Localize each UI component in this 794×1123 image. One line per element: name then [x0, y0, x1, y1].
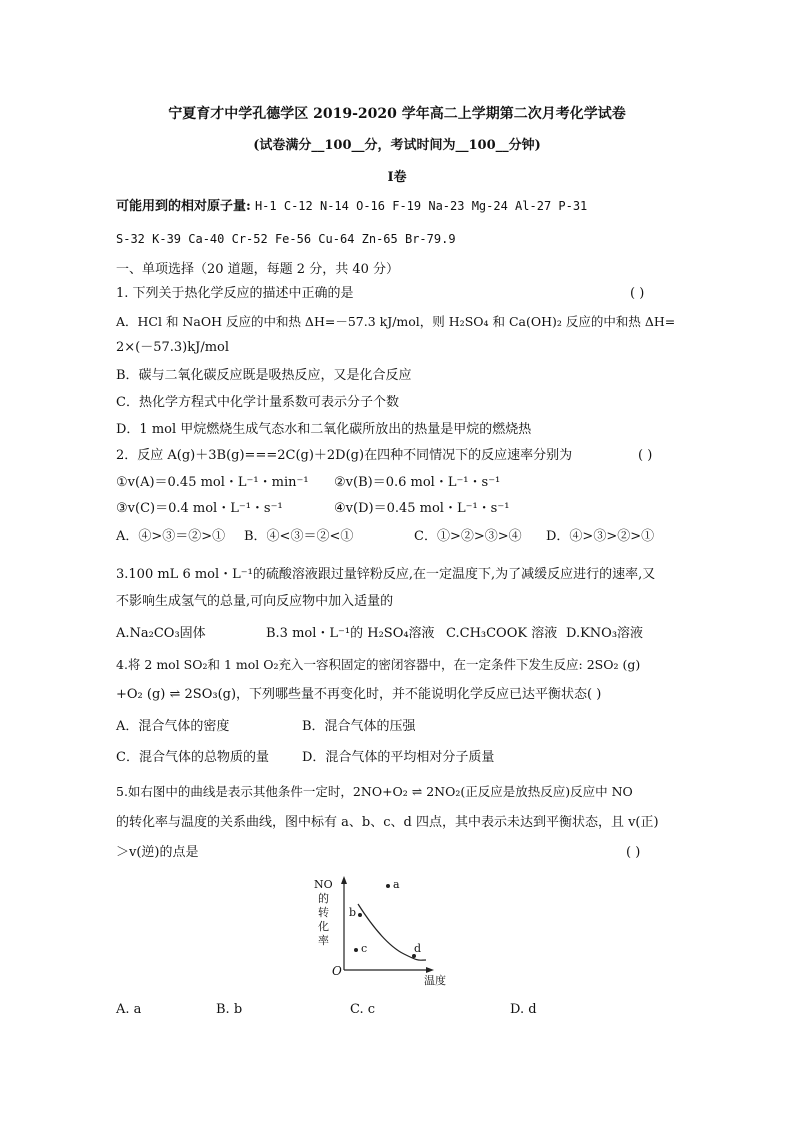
atomic-mass-values-2: S-32 K-39 Ca-40 Cr-52 Fe-56 Cu-64 Zn-65 Br-79.9	[116, 232, 456, 246]
q5-stem-line3: ＞v(逆)的点是	[116, 845, 199, 860]
y-axis-label-rest: 的转化率	[318, 892, 329, 947]
q1-answer-paren: ( )	[630, 286, 645, 301]
q2-option-d: D．④>③>②>①	[546, 529, 655, 544]
q4-option-a: A．混合气体的密度	[116, 719, 230, 734]
origin-label: O	[332, 964, 342, 978]
q5-answer-paren: ( )	[626, 845, 641, 860]
y-axis-arrow	[341, 876, 347, 884]
q4-stem-line1: 4.将 2 mol SO₂和 1 mol O₂充入一容积固定的密闭容器中，在一定条件下发生反应: 2SO₂ (g)	[116, 657, 641, 672]
q3-stem-line2: 不影响生成氢气的总量,可向反应物中加入适量的	[116, 594, 394, 609]
q2-option-a: A．④>③＝②>①	[116, 529, 226, 544]
atomic-mass-values-1: H-1 C-12 N-14 O-16 F-19 Na-23 Mg-24 Al-27 P-31	[254, 199, 588, 213]
part1-heading: 一、单项选择（20 道题，每题 2 分，共 40 分）	[116, 262, 400, 277]
q5-chart	[300, 874, 470, 988]
point-d-label: d	[414, 942, 422, 955]
atomic-mass-label: 可能用到的相对原子量:	[116, 199, 251, 214]
point-b-label: b	[349, 906, 357, 919]
q5-option-d: D. d	[510, 1002, 537, 1017]
exam-subtitle: (试卷满分__100__分，考试时间为__100__分钟)	[253, 138, 541, 153]
point-c-label: c	[361, 942, 368, 955]
q5-option-c: C. c	[350, 1002, 376, 1017]
y-axis-label-no: NO	[314, 878, 333, 891]
q1-option-b: B．碳与二氧化碳反应既是吸热反应，又是化合反应	[116, 368, 412, 383]
point-a-label: a	[393, 878, 400, 891]
q2-rate-2: ②v(B)＝0.6 mol・L⁻¹・s⁻¹	[334, 475, 501, 490]
q5-option-b: B. b	[216, 1002, 243, 1017]
q4-option-c: C．混合气体的总物质的量	[116, 750, 269, 765]
q1-option-a-line1: A．HCl 和 NaOH 反应的中和热 ΔH=－57.3 kJ/mol，则 H₂SO₄ 和 Ca(OH)₂ 反应的中和热 ΔH=	[116, 314, 676, 329]
q5-option-a: A. a	[116, 1002, 142, 1017]
q2-rate-3: ③v(C)＝0.4 mol・L⁻¹・s⁻¹	[116, 501, 283, 516]
q3-option-a: A.Na₂CO₃固体	[116, 626, 206, 641]
q4-option-b: B．混合气体的压强	[302, 719, 416, 734]
q2-option-b: B．④<③＝②<①	[244, 529, 354, 544]
q4-option-d: D．混合气体的平均相对分子质量	[302, 750, 495, 765]
q3-option-d: D.KNO₃溶液	[566, 626, 644, 641]
q2-option-c: C．①>②>③>④	[414, 529, 522, 544]
q2-rate-1: ①v(A)＝0.45 mol・L⁻¹・min⁻¹	[116, 475, 309, 490]
q3-option-c: C.CH₃COOK 溶液	[446, 626, 558, 641]
q1-option-a-line2: 2×(－57.3)kJ/mol	[116, 340, 230, 355]
q1-option-d: D．1 mol 甲烷燃烧生成气态水和二氧化碳所放出的热量是甲烷的燃烧热	[116, 422, 532, 437]
q5-stem-line1: 5.如右图中的曲线是表示其他条件一定时，2NO+O₂ ⇌ 2NO₂(正反应是放热反应)反应中 NO	[116, 784, 633, 799]
q5-stem-line2: 的转化率与温度的关系曲线，图中标有 a、b、c、d 四点，其中表示未达到平衡状态，且 v(正)	[116, 815, 659, 830]
point-b-dot	[358, 913, 362, 917]
x-axis-label: 温度	[424, 974, 446, 987]
q4-stem-line2: +O₂ (g) ⇌ 2SO₃(g)，下列哪些量不再变化时，并不能说明化学反应已达平衡状态( )	[116, 687, 602, 702]
q3-stem-line1: 3.100 mL 6 mol・L⁻¹的硫酸溶液跟过量锌粉反应,在一定温度下,为了减缓反应进行的速率,又	[116, 567, 656, 582]
atomic-mass-line-1	[116, 197, 587, 216]
section-heading: I卷	[387, 170, 407, 185]
q2-rate-4: ④v(D)＝0.45 mol・L⁻¹・s⁻¹	[334, 501, 510, 516]
q2-stem: 2．反应 A(g)＋3B(g)===2C(g)＋2D(g)在四种不同情况下的反应速率分别为	[116, 448, 573, 463]
point-a-dot	[386, 884, 390, 888]
exam-title: 宁夏育才中学孔德学区 2019-2020 学年高二上学期第二次月考化学试卷	[168, 106, 626, 122]
point-c-dot	[354, 948, 358, 952]
q1-option-c: C．热化学方程式中化学计量系数可表示分子个数	[116, 395, 399, 410]
q3-option-b: B.3 mol・L⁻¹的 H₂SO₄溶液	[266, 626, 435, 641]
q2-answer-paren: ( )	[638, 448, 653, 463]
q1-stem: 1. 下列关于热化学反应的描述中正确的是	[116, 286, 354, 301]
